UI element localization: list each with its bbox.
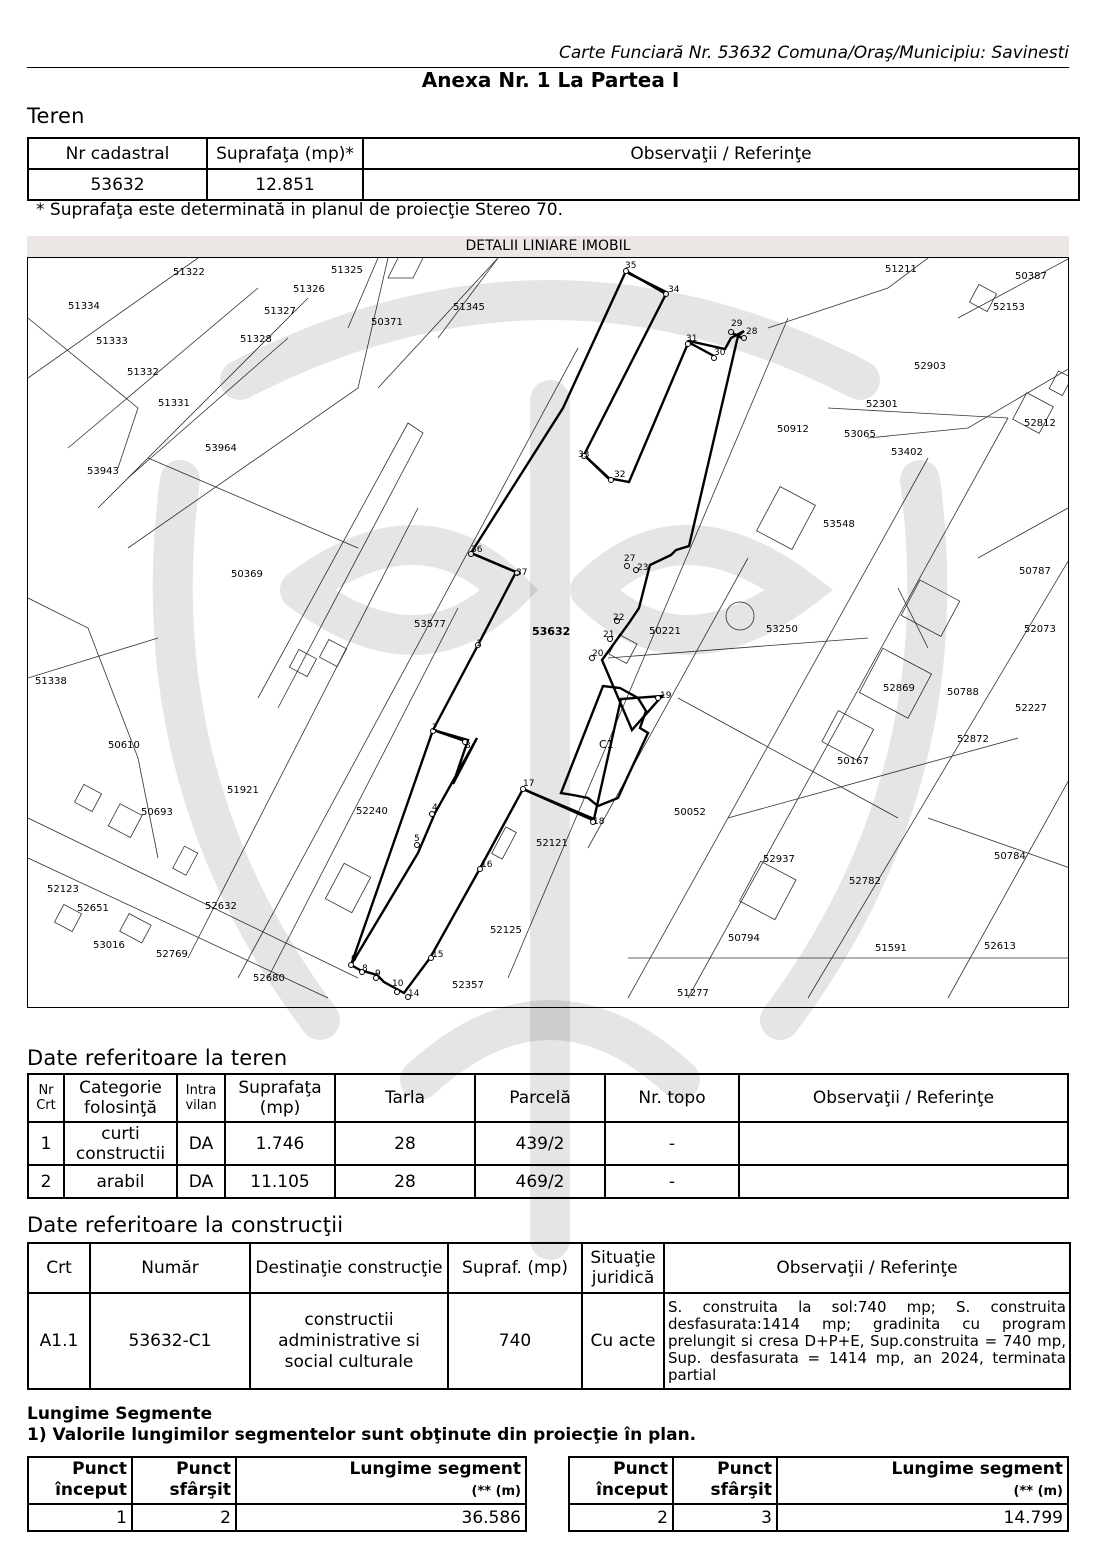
map-label: 53065 [844, 429, 876, 440]
svg-text:37: 37 [516, 568, 528, 578]
map-label: 53964 [205, 443, 237, 454]
table-row: 1 2 36.586 [28, 1504, 526, 1531]
map-label: 52869 [883, 683, 915, 694]
col-crt: Crt [28, 1243, 90, 1293]
map-label: 52613 [984, 941, 1016, 952]
col-punct-inceput: Punct început [28, 1457, 132, 1504]
svg-text:33: 33 [578, 450, 590, 460]
map-label: 51211 [885, 264, 917, 275]
svg-text:31: 31 [686, 334, 698, 344]
col-punct-sfarsit: Punct sfârşit [673, 1457, 777, 1504]
col-parcela: Parcelă [475, 1074, 605, 1122]
svg-text:36: 36 [471, 545, 483, 555]
col-nr-topo: Nr. topo [605, 1074, 739, 1122]
svg-text:8: 8 [362, 964, 368, 974]
map-label: 53016 [93, 940, 125, 951]
land-table [27, 1073, 1069, 1199]
svg-text:29: 29 [731, 319, 743, 329]
col-categorie: Categorie folosinţă [64, 1074, 177, 1122]
svg-text:5: 5 [414, 834, 420, 844]
map-label: 53548 [823, 519, 855, 530]
constructions-heading: Date referitoare la construcţii [27, 1213, 344, 1237]
svg-text:27: 27 [624, 554, 636, 564]
map-label: 52240 [356, 806, 388, 817]
col-lungime: Lungime segment (** (m) [777, 1457, 1068, 1504]
map-label: 52125 [490, 925, 522, 936]
map-label: 50221 [649, 626, 681, 637]
svg-text:34: 34 [668, 285, 680, 295]
cell-suprafata: 12.851 [207, 169, 363, 200]
col-supraf: Supraf. (mp) [448, 1243, 582, 1293]
table-row: 2 3 14.799 [569, 1504, 1068, 1531]
col-situatie: Situaţie juridică [582, 1243, 664, 1293]
map-label: 52153 [993, 302, 1025, 313]
table-row: 1 curti constructii DA 1.746 28 439/2 - [28, 1122, 1068, 1165]
svg-text:9: 9 [375, 969, 381, 979]
map-label: 51322 [173, 267, 205, 278]
map-label: 52872 [957, 734, 989, 745]
map-label: 51331 [158, 398, 190, 409]
map-label: 51332 [127, 367, 159, 378]
svg-text:16: 16 [481, 860, 493, 870]
main-parcel-label: 53632 [532, 625, 571, 638]
map-label: 51327 [264, 306, 296, 317]
constructions-table [27, 1242, 1071, 1390]
col-destinatie: Destinaţie construcţie [250, 1243, 448, 1293]
svg-text:19: 19 [660, 691, 672, 701]
cadastral-map [27, 257, 1069, 1008]
teren-heading: Teren [27, 104, 85, 128]
map-label: 50052 [674, 807, 706, 818]
col-lungime: Lungime segment (** (m) [236, 1457, 526, 1504]
cadastral-reference: Carte Funciară Nr. 53632 Comuna/Oraş/Municipiu: Savinesti [559, 43, 1069, 63]
map-label: 50787 [1019, 566, 1051, 577]
svg-text:21: 21 [603, 630, 615, 640]
svg-text:32: 32 [614, 470, 626, 480]
annex-title: Anexa Nr. 1 La Partea I [421, 68, 680, 92]
building-label: C1 [599, 738, 614, 751]
svg-text:2: 2 [432, 723, 438, 733]
segments-heading: Lungime Segmente [27, 1404, 213, 1424]
map-label: 50369 [231, 569, 263, 580]
col-observatii: Observaţii / Referinţe [739, 1074, 1068, 1122]
map-label: 52782 [849, 876, 881, 887]
map-label: 52769 [156, 949, 188, 960]
col-nr-cadastral: Nr cadastral [28, 138, 207, 169]
map-label: 53402 [891, 447, 923, 458]
land-heading: Date referitoare la teren [27, 1046, 288, 1070]
map-label: 51325 [331, 265, 363, 276]
svg-text:1: 1 [476, 639, 482, 649]
col-nr-crt: Nr Crt [28, 1074, 64, 1122]
map-label: 50784 [994, 851, 1026, 862]
map-label: 53943 [87, 466, 119, 477]
col-suprafata: Suprafaţa (mp) [225, 1074, 335, 1122]
map-label: 52121 [536, 838, 568, 849]
svg-text:23: 23 [637, 563, 649, 573]
cell-nr-cadastral: 53632 [28, 169, 207, 200]
map-label: 50912 [777, 424, 809, 435]
map-label: 51328 [240, 334, 272, 345]
map-label: 52301 [866, 399, 898, 410]
map-label: 52937 [763, 854, 795, 865]
map-label: 53250 [766, 624, 798, 635]
col-intravilan: Intra vilan [177, 1074, 225, 1122]
map-label: 51921 [227, 785, 259, 796]
map-label: 50693 [141, 807, 173, 818]
table-row: 2 arabil DA 11.105 28 469/2 - [28, 1165, 1068, 1198]
map-label: 50387 [1015, 271, 1047, 282]
svg-text:28: 28 [746, 327, 758, 337]
svg-text:15: 15 [432, 950, 444, 960]
col-punct-sfarsit: Punct sfârşit [132, 1457, 236, 1504]
svg-text:3: 3 [465, 741, 471, 751]
map-label: 52123 [47, 884, 79, 895]
map-label: 51334 [68, 301, 100, 312]
map-label: 52227 [1015, 703, 1047, 714]
map-label: 52680 [253, 973, 285, 984]
map-label: 52812 [1024, 418, 1056, 429]
map-label: 50794 [728, 933, 760, 944]
segments-table-right [568, 1456, 1069, 1532]
col-punct-inceput: Punct început [569, 1457, 673, 1504]
col-numar: Număr [90, 1243, 250, 1293]
map-label: 51591 [875, 943, 907, 954]
svg-text:20: 20 [592, 649, 604, 659]
map-label: 52357 [452, 980, 484, 991]
projection-note: * Suprafaţa este determinată in planul de proiecţie Stereo 70. [36, 200, 564, 220]
map-label: 51333 [96, 336, 128, 347]
map-label: 52632 [205, 901, 237, 912]
svg-text:4: 4 [432, 803, 438, 813]
col-tarla: Tarla [335, 1074, 475, 1122]
map-label: 52651 [77, 903, 109, 914]
svg-text:17: 17 [523, 779, 535, 789]
col-observatii: Observaţii / Referinţe [664, 1243, 1070, 1293]
map-label: 50167 [837, 756, 869, 767]
svg-text:22: 22 [613, 613, 625, 623]
svg-text:6: 6 [351, 954, 357, 964]
map-label: 50610 [108, 740, 140, 751]
segments-table-left [27, 1456, 527, 1532]
map-title-bar: DETALII LINIARE IMOBIL [27, 236, 1069, 257]
svg-text:35: 35 [625, 261, 637, 271]
map-label: 51326 [293, 284, 325, 295]
col-observatii: Observaţii / Referinţe [363, 138, 1079, 169]
map-label: 51338 [35, 676, 67, 687]
svg-text:30: 30 [714, 348, 726, 358]
table-row: A1.1 53632-C1 constructii administrative si social culturale 740 Cu acte S. construita la sol:740 mp; S. construita desfasurata:1414 mp; gradinita cu program prelungit si cresa D+P+E, Sup.construita = 740 mp, Sup. desfasurata = 1414 mp, an 2024, terminata partial [28, 1293, 1070, 1389]
map-label: 52073 [1024, 624, 1056, 635]
segments-note: 1) Valorile lungimilor segmentelor sunt obţinute din proiecţie în plan. [27, 1425, 697, 1445]
cell-observatii [363, 169, 1079, 200]
map-label: 50371 [371, 317, 403, 328]
svg-text:18: 18 [593, 817, 605, 827]
svg-text:10: 10 [392, 979, 404, 989]
map-label: 53577 [414, 619, 446, 630]
col-suprafata: Suprafaţa (mp)* [207, 138, 363, 169]
map-label: 52903 [914, 361, 946, 372]
map-label: 51345 [453, 302, 485, 313]
map-label: 51277 [677, 988, 709, 999]
teren-table [27, 137, 1080, 201]
svg-text:14: 14 [408, 989, 420, 999]
map-label: 50788 [947, 687, 979, 698]
